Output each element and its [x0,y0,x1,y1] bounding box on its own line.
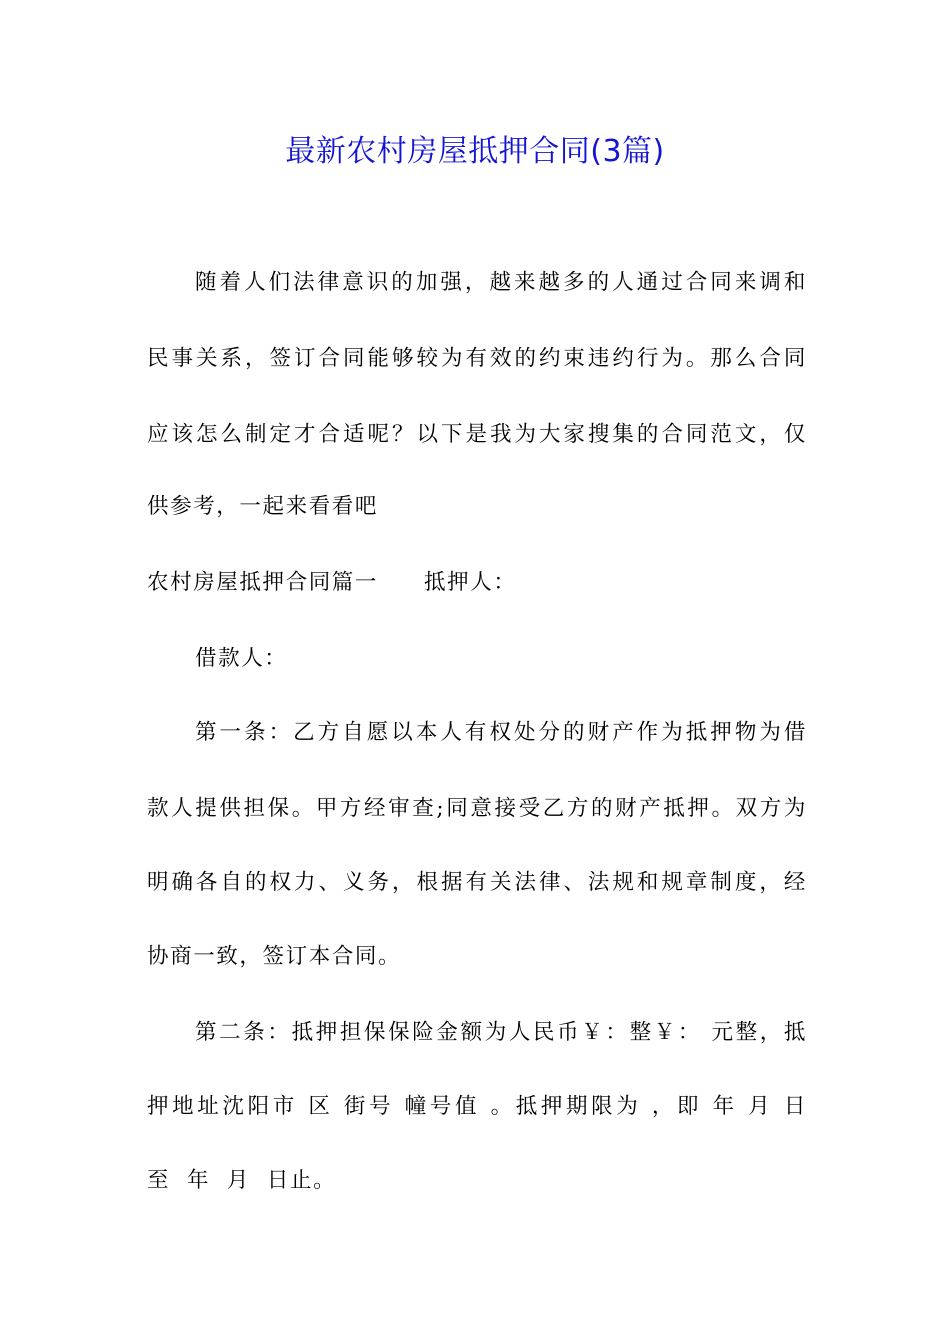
document-title: 最新农村房屋抵押合同(3篇) [285,134,665,169]
borrower-label: 借款人： [195,646,288,671]
paragraph-line: 应该怎么制定才合适呢？以下是我为大家搜集的合同范文，仅 [147,422,807,447]
paragraph-line: 至 年 月 日止。 [147,1168,337,1193]
paragraph-line: 押地址沈阳市 区 街号 幢号值 。抵押期限为 ，即 年 月 日 [147,1094,807,1119]
mortgagor-label: 抵押人： [424,570,517,595]
paragraph-line: 第二条：抵押担保保险金额为人民币￥：整￥： 元整，抵 [195,1020,807,1045]
paragraph-line: 供参考，一起来看看吧 [147,494,379,519]
paragraph-line: 随着人们法律意识的加强，越来越多的人通过合同来调和 [195,270,807,295]
paragraph-line: 民事关系，签订合同能够较为有效的约束违约行为。那么合同 [147,346,807,371]
section-heading-line [147,568,807,598]
paragraph-line: 协商一致，签订本合同。 [147,944,402,969]
section-heading: 农村房屋抵押合同篇一 [147,570,379,595]
paragraph-line: 款人提供担保。甲方经审查;同意接受乙方的财产抵押。双方为 [147,796,807,821]
paragraph-line: 第一条：乙方自愿以本人有权处分的财产作为抵押物为借 [195,720,807,745]
paragraph-line: 明确各自的权力、义务，根据有关法律、法规和规章制度，经 [147,870,807,895]
